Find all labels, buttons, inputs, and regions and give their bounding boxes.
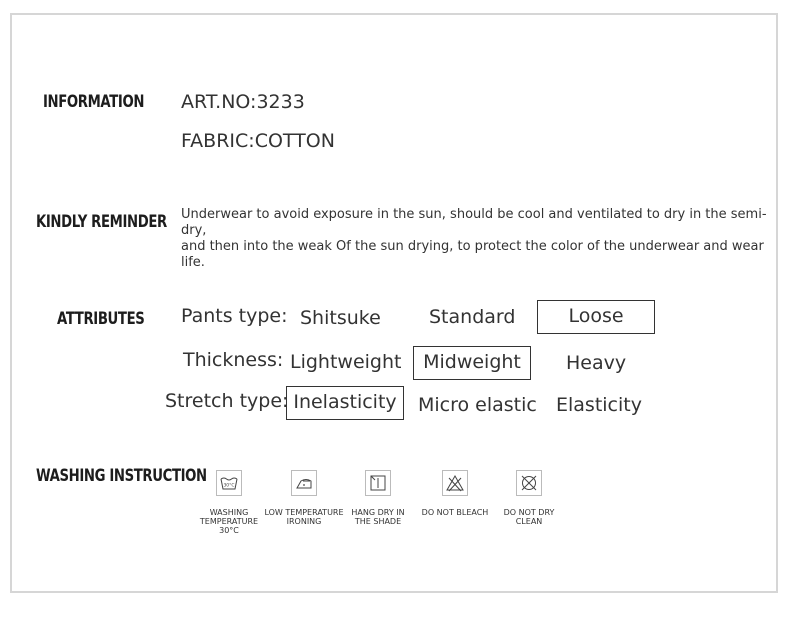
washing-heading: WASHING INSTRUCTION <box>36 466 207 486</box>
information-heading: INFORMATION <box>43 92 145 112</box>
wash-30-label-line-2: TEMPERATURE 30°C <box>199 517 259 535</box>
thickness-option-midweight-selected: Midweight <box>413 346 531 380</box>
thickness-option-heavy: Heavy <box>566 352 627 374</box>
stretch-type-option-elasticity: Elasticity <box>556 394 642 416</box>
hang-dry-shade-label <box>338 508 418 526</box>
reminder-heading: KINDLY REMINDER <box>36 212 167 232</box>
wash-30-label <box>189 508 269 535</box>
no-bleach-label-line-1: DO NOT BLEACH <box>421 508 489 517</box>
washing-item-wash-30 <box>189 470 269 535</box>
reminder-text <box>181 207 771 271</box>
thickness-label: Thickness: <box>183 349 284 371</box>
no-dry-clean-label-line-1: DO NOT DRY <box>503 508 555 517</box>
hang-dry-shade-label-line-2: THE SHADE <box>354 517 402 526</box>
stretch-type-option-micro-elastic: Micro elastic <box>418 394 537 416</box>
wash-temperature-symbol: 30°C <box>223 483 235 489</box>
no-dry-clean-label-line-2: CLEAN <box>515 517 543 526</box>
hang-dry-shade-label-line-1: HANG DRY IN <box>351 508 405 517</box>
no-bleach-label <box>415 508 495 517</box>
hang-dry-shade-icon <box>365 470 391 496</box>
no-bleach-icon <box>442 470 468 496</box>
fabric: FABRIC:COTTON <box>181 130 335 152</box>
low-iron-icon <box>291 470 317 496</box>
low-iron-label-line-1: LOW TEMPERATURE <box>264 508 344 517</box>
no-dry-clean-label <box>489 508 569 526</box>
washing-item-no-dry-clean <box>489 470 569 526</box>
pants-type-label: Pants type: <box>181 305 288 327</box>
washing-item-hang-dry-shade <box>338 470 418 526</box>
reminder-line-1: Underwear to avoid exposure in the sun, should be cool and ventilated to dry in the semi-dry, <box>181 207 767 238</box>
stretch-type-option-inelasticity-selected: Inelasticity <box>286 386 404 420</box>
no-dry-clean-icon <box>516 470 542 496</box>
pants-type-option-shitsuke: Shitsuke <box>300 307 381 329</box>
wash-30-label-line-1: WASHING <box>209 508 249 517</box>
washing-item-no-bleach <box>415 470 495 517</box>
reminder-line-2: and then into the weak Of the sun drying, to protect the color of the underwear and wear life. <box>181 239 764 270</box>
washing-item-low-iron <box>264 470 344 526</box>
art-number: ART.NO:3233 <box>181 91 305 113</box>
low-iron-label <box>264 508 344 526</box>
attributes-heading: ATTRIBUTES <box>57 309 145 329</box>
low-iron-label-line-2: IRONING <box>286 517 322 526</box>
thickness-option-lightweight: Lightweight <box>290 351 402 373</box>
wash-30-icon <box>216 470 242 496</box>
stretch-type-label: Stretch type: <box>165 390 289 412</box>
pants-type-option-loose-selected: Loose <box>537 300 655 334</box>
pants-type-option-standard: Standard <box>429 306 516 328</box>
